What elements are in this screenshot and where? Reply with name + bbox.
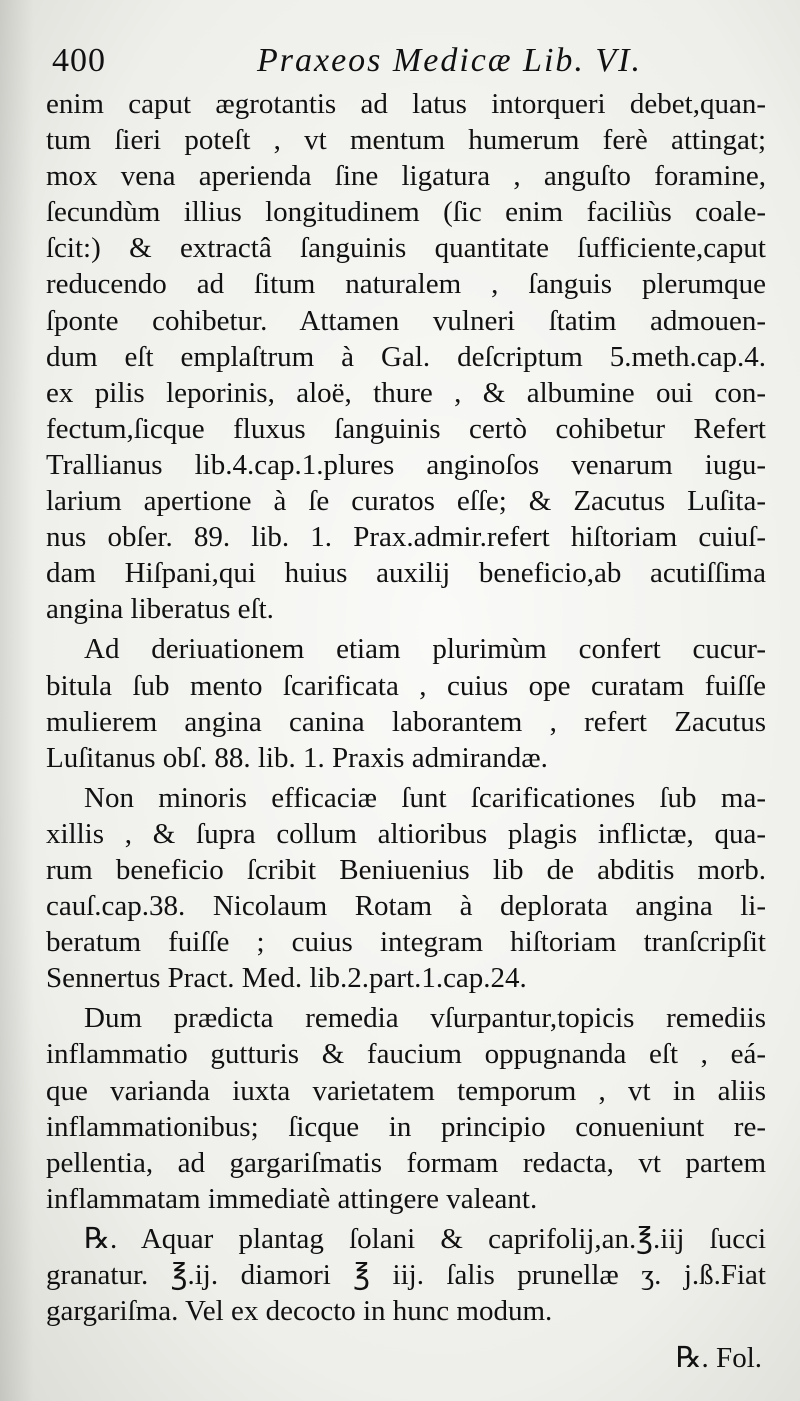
text-line: mox vena aperienda ſine ligatura , anguſto foramine, (46, 160, 766, 193)
text-line: dam Hiſpani,qui huius auxilij beneficio,ab acutiſſima (46, 557, 766, 590)
text-line: tum ſieri poteſt , vt mentum humerum ferè attingat; (46, 124, 766, 157)
paragraph-3 (46, 780, 766, 997)
body-text (46, 86, 766, 1329)
text-line: rum beneficio ſcribit Beniuenius lib de abditis morb. (46, 853, 766, 886)
catchword: ℞. Fol. (675, 1342, 762, 1374)
text-line: Sennertus Pract. Med. lib.2.part.1.cap.24. (46, 962, 527, 995)
text-line: que varianda iuxta varietatem temporum , vt in aliis (46, 1074, 766, 1107)
page-header (52, 38, 752, 88)
running-title: Praxeos Medicæ Lib. VI. (257, 42, 642, 79)
text-line: granatur. ℥.ij. diamori ℥ iij. ſalis prunellæ ʒ. j.ß.Fiat (46, 1259, 766, 1291)
text-line: beratum fuiſſe ; cuius integram hiſtoriam tranſcripſit (46, 926, 766, 959)
text-line: Ad deriuationem etiam plurimùm confert cucur- (84, 633, 766, 666)
gutter-shadow (0, 0, 34, 1401)
text-line: ſcit:) & extractâ ſanguinis quantitate ſufficiente,caput (46, 232, 766, 265)
text-line: gargariſma. Vel ex decocto in hunc modum. (46, 1295, 553, 1328)
text-line: dum eſt emplaſtrum à Gal. deſcriptum 5.meth.cap.4. (46, 340, 766, 373)
text-line: inflammatam immediatè attingere valeant. (46, 1182, 538, 1215)
text-line: enim caput ægrotantis ad latus intorqueri debet,quan- (46, 88, 766, 120)
text-line: ſecundùm illius longitudinem (ſic enim faciliùs coale- (46, 196, 766, 229)
text-line: ℞. Aquar plantag ſolani & caprifolij,an.℥.iij ſucci (84, 1222, 766, 1255)
text-line: Luſitanus obſ. 88. lib. 1. Praxis admirandæ. (46, 741, 548, 774)
text-line: ſponte cohibetur. Attamen vulneri ſtatim admouen- (46, 304, 766, 337)
text-line: mulierem angina canina laborantem , refert Zacutus (46, 705, 766, 738)
text-line: fectum,ſicque fluxus ſanguinis certò cohibetur Refert (46, 412, 766, 445)
text-line: Trallianus lib.4.cap.1.plures anginoſos venarum iugu- (46, 448, 766, 481)
paragraph-4 (46, 1000, 766, 1217)
text-line: cauſ.cap.38. Nicolaum Rotam à deplorata angina li- (46, 890, 766, 923)
text-line: pellentia, ad gargariſmatis formam redacta, vt partem (46, 1146, 766, 1179)
paragraph-1 (46, 86, 766, 627)
text-line: Non minoris efficaciæ ſunt ſcarificationes ſub ma- (84, 781, 766, 814)
text-line: ex pilis leporinis, aloë, thure , & albumine oui con- (46, 376, 766, 409)
paragraph-5-recipe (46, 1221, 766, 1329)
text-line: inflammatio gutturis & faucium oppugnanda eſt , eá- (46, 1038, 766, 1071)
text-line: angina liberatus eſt. (46, 593, 274, 626)
text-line: inflammationibus; ſicque in principio conueniunt re- (46, 1110, 766, 1143)
paragraph-2 (46, 631, 766, 775)
text-line: larium apertione à ſe curatos eſſe; & Zacutus Luſita- (46, 485, 766, 518)
text-line: xillis , & ſupra collum altioribus plagis inflictæ, qua- (46, 817, 766, 850)
text-line: Dum prædicta remedia vſurpantur,topicis remediis (84, 1002, 766, 1035)
text-line: nus obſer. 89. lib. 1. Prax.admir.refert hiſtoriam cuiuſ- (46, 521, 766, 554)
text-line: reducendo ad ſitum naturalem , ſanguis plerumque (46, 268, 766, 301)
text-line: bitula ſub mento ſcarificata , cuius ope curatam fuiſſe (46, 669, 766, 702)
page-number: 400 (52, 42, 106, 79)
